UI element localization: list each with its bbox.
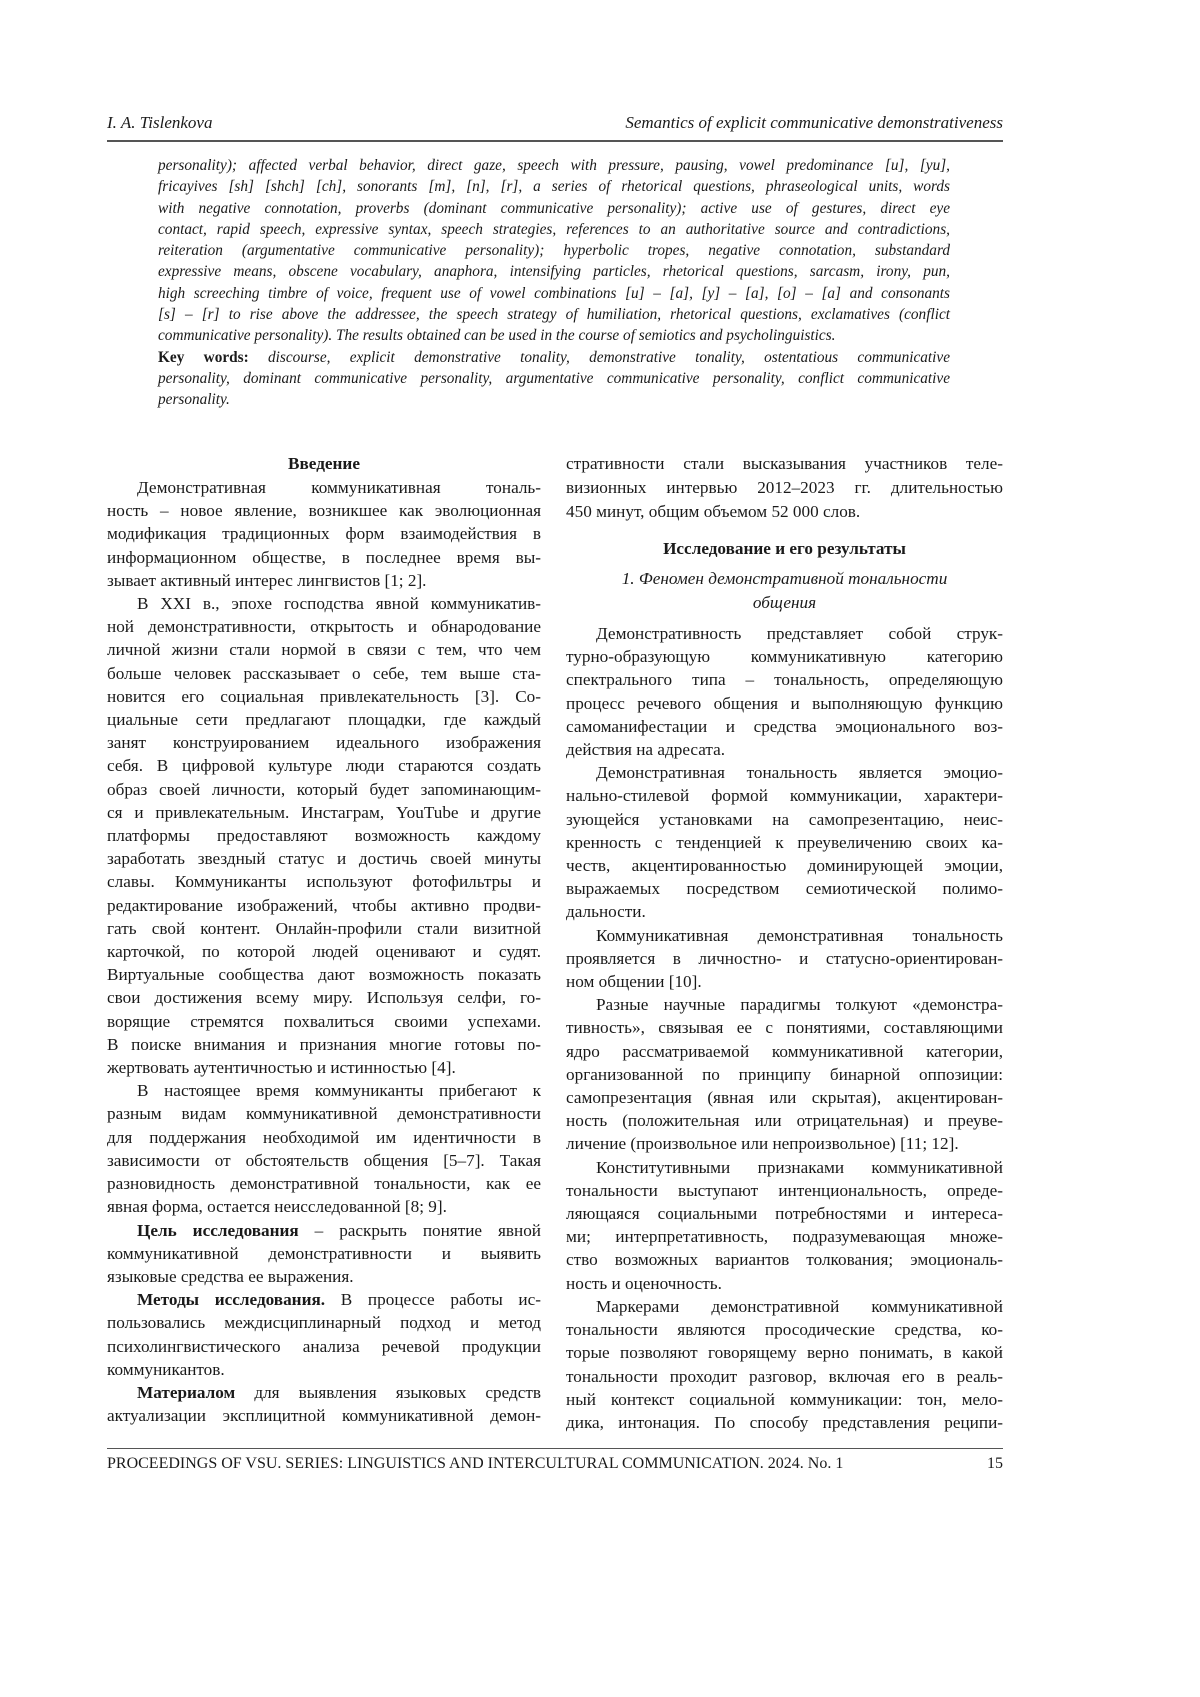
paragraph [566,1295,1003,1434]
page-number: 15 [987,1455,1003,1473]
abstract-body [158,155,950,347]
abstract-line: reiteration (argumentative communicative personality); hyperbolic tropes, negative connotation, substandard [158,240,950,261]
abstract-line: [s] – [r] to rise above the addressee, the speech strategy of humiliation, rhetorical questions, exclamatives (conflict [158,304,950,325]
text-span: для выявления языковых средств [235,1383,541,1402]
abstract-line: with negative connotation, proverbs (dominant communicative personality); active use of gestures, direct eye [158,198,950,219]
paragraph [566,622,1003,761]
text-line: больше человек рассказывает о себе, тем выше ста- [107,662,541,685]
text-line: Демонстративная тональность является эмоцио- [566,761,1003,784]
text-line: модификация традиционных форм взаимодействия в [107,522,541,545]
text-line: ном общении [10]. [566,970,1003,993]
text-line: личной жизни стали нормой в связи с тем, что чем [107,638,541,661]
text-line: Маркерами демонстративной коммуникативной [566,1295,1003,1318]
text-line: тональности являются просодические средства, ко- [566,1318,1003,1341]
text-line: Коммуникативная демонстративная тональность [566,924,1003,947]
text-line: тональности выступают интенциональность, опреде- [566,1179,1003,1202]
paragraph [566,761,1003,923]
text-line: самопрезентация (явная или скрытая), акцентирован- [566,1086,1003,1109]
abstract-line: high screeching timbre of voice, frequent use of vowel combinations [u] – [a], [y] – [a], [o] – [a] and consonants [158,283,950,304]
text-line: кренность с тенденцией к преувеличению своих ка- [566,831,1003,854]
right-column-body [566,622,1003,1434]
text-line: честв, акцентированностью доминирующей эмоции, [566,854,1003,877]
text-line: нально-стилевой формой коммуникации, характери- [566,784,1003,807]
abstract-line: expressive means, obscene vocabulary, anaphora, intensifying particles, rhetorical questions, sarcasm, irony, pun, [158,261,950,282]
keywords-line: personality. [158,389,950,410]
text-line: редактирование изображений, чтобы активно продви- [107,894,541,917]
text-line: ный контекст социальной коммуникации: тон, мело- [566,1388,1003,1411]
paragraph [566,1156,1003,1295]
text-line: дика, интонация. По способу представления реципи- [566,1411,1003,1434]
text-line: коммуникантов. [107,1358,541,1381]
text-line: ворящие стремятся похвалиться своими успехами. [107,1010,541,1033]
text-line: спектрального типа – тональность, определяющую [566,668,1003,691]
text-line: ность (положительная или отрицательная) и преуве- [566,1109,1003,1132]
text-line [107,1381,541,1404]
footer-rule [107,1448,1003,1449]
text-line: карточкой, по которой людей оценивают и судят. [107,940,541,963]
text-line: проявляется в личностно- и статусно-ориентирован- [566,947,1003,970]
text-line: действия на адресата. [566,738,1003,761]
paragraph [107,1079,541,1218]
text-line: информационном обществе, в последнее время вы- [107,546,541,569]
paragraph [566,452,1003,524]
text-line [107,1219,541,1242]
text-line: языковые средства ее выражения. [107,1265,541,1288]
text-line: себя. В цифровой культуре люди стараются создать [107,754,541,777]
paragraph [566,924,1003,994]
text-line: психолингвистического анализа речевой продукции [107,1335,541,1358]
text-line: процесс речевого общения и выполняющую функцию [566,692,1003,715]
text-line: тональности проходит разговор, включая его в реаль- [566,1365,1003,1388]
text-line: явная форма, остается неисследованной [8; 9]. [107,1195,541,1218]
paragraph [566,993,1003,1155]
text-line: торые позволяют говорящему верно понимать, в какой [566,1341,1003,1364]
section-heading-introduction: Введение [107,452,541,476]
keywords-label: Key words: [158,349,249,366]
bold-lead: Цель исследования [137,1221,299,1240]
abstract-line: fricayives [sh] [shch] [ch], sonorants [m], [n], [r], a series of rhetorical questions, phraseological units, words [158,176,950,197]
text-span: В процессе работы ис- [325,1290,541,1309]
text-line: разным видам коммуникативной демонстративности [107,1102,541,1125]
paragraph [107,1219,541,1289]
text-line: жертвовать аутентичностью и истинностью [4]. [107,1056,541,1079]
keywords [158,347,950,411]
header-rule [107,140,1003,142]
text-line: Разные научные парадигмы толкуют «демонстра- [566,993,1003,1016]
text-line: образ своей личности, который будет запоминающим- [107,778,541,801]
text-line: В настоящее время коммуниканты прибегают к [107,1079,541,1102]
text-line: циальные сети предлагают площадки, где каждый [107,708,541,731]
keywords-text: discourse, explicit demonstrative tonality, demonstrative tonality, ostentatious communicative [249,349,950,366]
text-line: выражаемых посредством семиотической полимо- [566,877,1003,900]
keywords-line [158,347,950,368]
text-line: 450 минут, общим объемом 52 000 слов. [566,500,1003,524]
text-line: новится его социальная привлекательность [3]. Со- [107,685,541,708]
text-line: ство возможных вариантов толкования; эмоциональ- [566,1248,1003,1271]
text-line: личение (произвольное или непроизвольное) [11; 12]. [566,1132,1003,1155]
text-line: турно-образующую коммуникативную категорию [566,645,1003,668]
paragraph [107,1288,541,1381]
text-line: В XXI в., эпохе господства явной коммуникатив- [107,592,541,615]
running-header-title: Semantics of explicit communicative demonstrativeness [625,113,1003,133]
text-line: свои достижения всему миру. Используя селфи, го- [107,986,541,1009]
text-line: Демонстративная коммуникативная тональ- [107,476,541,499]
text-line: ной демонстративности, открытость и обнародование [107,615,541,638]
text-line: В поиске внимания и признания многие готовы по- [107,1033,541,1056]
subsection-heading-line: общения [566,591,1003,615]
text-line: Конститутивными признаками коммуникативной [566,1156,1003,1179]
keywords-line: personality, dominant communicative personality, argumentative communicative personality, conflict communicative [158,368,950,389]
text-line: Виртуальные сообщества дают возможность показать [107,963,541,986]
subsection-heading [566,567,1003,615]
text-line: ность и оценочность. [566,1272,1003,1295]
text-line: самоманифестации и средства эмоционального воз- [566,715,1003,738]
abstract-line: personality); affected verbal behavior, direct gaze, speech with pressure, pausing, vowel predominance [u], [yu], [158,155,950,176]
text-line: организованной по принципу бинарной оппозиции: [566,1063,1003,1086]
text-line: пользовались междисциплинарный подход и метод [107,1311,541,1334]
text-line: ность – новое явление, возникшее как эволюционная [107,499,541,522]
paragraph [107,476,541,592]
text-line: разновидность демонстративной тональности, как ее [107,1172,541,1195]
right-column [566,452,1003,1434]
subsection-heading-line: 1. Феномен демонстративной тональности [566,567,1003,591]
paragraph [107,1381,541,1427]
text-line: зависимости от обстоятельств общения [5–7]. Такая [107,1149,541,1172]
text-line: ляющаяся социальными потребностями и интереса- [566,1202,1003,1225]
text-line: тивность», связывая ее с понятиями, составляющими [566,1016,1003,1039]
text-line: зующейся установками на самопрезентацию, неис- [566,808,1003,831]
bold-lead: Методы исследования. [137,1290,325,1309]
text-line: ядро рассматриваемой коммуникативной категории, [566,1040,1003,1063]
text-line: коммуникативной демонстративности и выявить [107,1242,541,1265]
abstract-line: contact, rapid speech, expressive syntax, speech strategies, references to an authoritative source and contradictions, [158,219,950,240]
text-line: актуализации эксплицитной коммуникативной демон- [107,1404,541,1427]
text-line: зывает активный интерес лингвистов [1; 2]. [107,569,541,592]
text-line: платформы предоставляют возможность каждому [107,824,541,847]
text-line: гать свой контент. Онлайн-профили стали визитной [107,917,541,940]
bold-lead: Материалом [137,1383,235,1402]
text-line: занят конструированием идеального изображения [107,731,541,754]
continued-paragraph [566,452,1003,524]
journal-footer: PROCEEDINGS OF VSU. SERIES: LINGUISTICS AND INTERCULTURAL COMMUNICATION. 2024. No. 1 [107,1455,843,1473]
text-line: визионных интервью 2012–2023 гг. длительностью [566,476,1003,500]
text-span: – раскрыть понятие явной [299,1221,541,1240]
text-line: славы. Коммуниканты используют фотофильтры и [107,870,541,893]
paragraph [107,592,541,1079]
abstract-line: communicative personality). The results obtained can be used in the course of semiotics and psycholinguistics. [158,325,950,346]
abstract [158,155,950,411]
text-line [107,1288,541,1311]
section-heading-results: Исследование и его результаты [566,537,1003,561]
text-line: стративности стали высказывания участников теле- [566,452,1003,476]
text-line: ся и привлекательным. Инстаграм, YouTube и другие [107,801,541,824]
running-header-author: I. A. Tislenkova [107,113,212,133]
text-line: дальности. [566,900,1003,923]
text-line: Демонстративность представляет собой струк- [566,622,1003,645]
left-column [107,452,541,1427]
text-line: ми; интерпретативность, подразумевающая множе- [566,1225,1003,1248]
text-line: заработать звездный статус и достичь своей минуты [107,847,541,870]
text-line: для поддержания необходимой им идентичности в [107,1126,541,1149]
left-column-body [107,476,541,1427]
